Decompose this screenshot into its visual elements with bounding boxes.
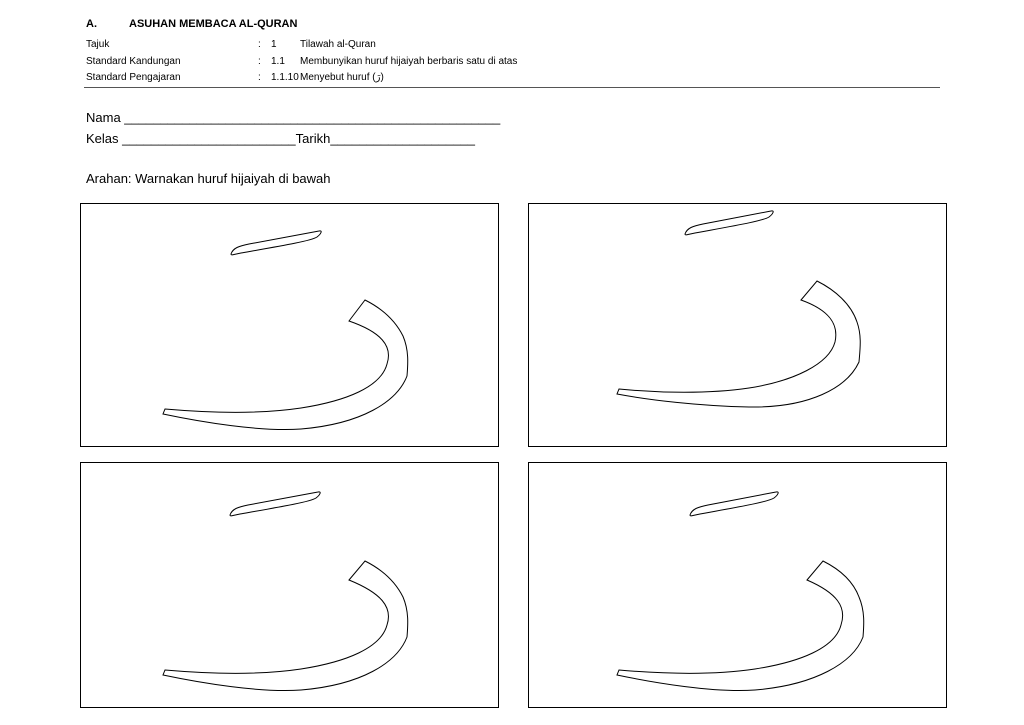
row-text: Menyebut huruf (رَ) [300, 72, 384, 83]
fathah-mark [690, 492, 778, 516]
ra-stroke [617, 561, 864, 691]
section-number: A. [86, 18, 97, 30]
coloring-panel-1 [80, 203, 499, 447]
ra-stroke [163, 300, 408, 430]
row-separator: : [258, 39, 261, 50]
letter-ra-outline [81, 463, 500, 709]
coloring-panel-4 [528, 462, 947, 708]
row-text: Tilawah al-Quran [300, 39, 376, 50]
row-code: 1.1 [271, 56, 285, 67]
row-code: 1 [271, 39, 277, 50]
row-label: Standard Pengajaran [86, 72, 181, 83]
fathah-mark [685, 211, 773, 235]
fathah-mark [230, 492, 320, 516]
instruction-text: Arahan: Warnakan huruf hijaiyah di bawah [86, 171, 331, 186]
coloring-panel-2 [528, 203, 947, 447]
ra-stroke [163, 561, 408, 691]
class-date-field-line: Kelas ________________________Tarikh____________________ [86, 131, 475, 146]
row-separator: : [258, 72, 261, 83]
ra-stroke [617, 281, 860, 407]
header-divider [84, 87, 940, 88]
coloring-panel-3 [80, 462, 499, 708]
row-code: 1.1.10 [271, 72, 299, 83]
row-text: Membunyikan huruf hijaiyah berbaris satu di atas [300, 56, 518, 67]
row-separator: : [258, 56, 261, 67]
letter-ra-outline [529, 463, 948, 709]
section-title-text: ASUHAN MEMBACA AL-QURAN [129, 18, 298, 30]
fathah-mark [231, 231, 321, 255]
letter-ra-outline [529, 204, 948, 448]
letter-ra-outline [81, 204, 500, 448]
row-label: Standard Kandungan [86, 56, 181, 67]
row-label: Tajuk [86, 39, 110, 50]
name-field-line: Nama ____________________________________________________ [86, 110, 501, 125]
